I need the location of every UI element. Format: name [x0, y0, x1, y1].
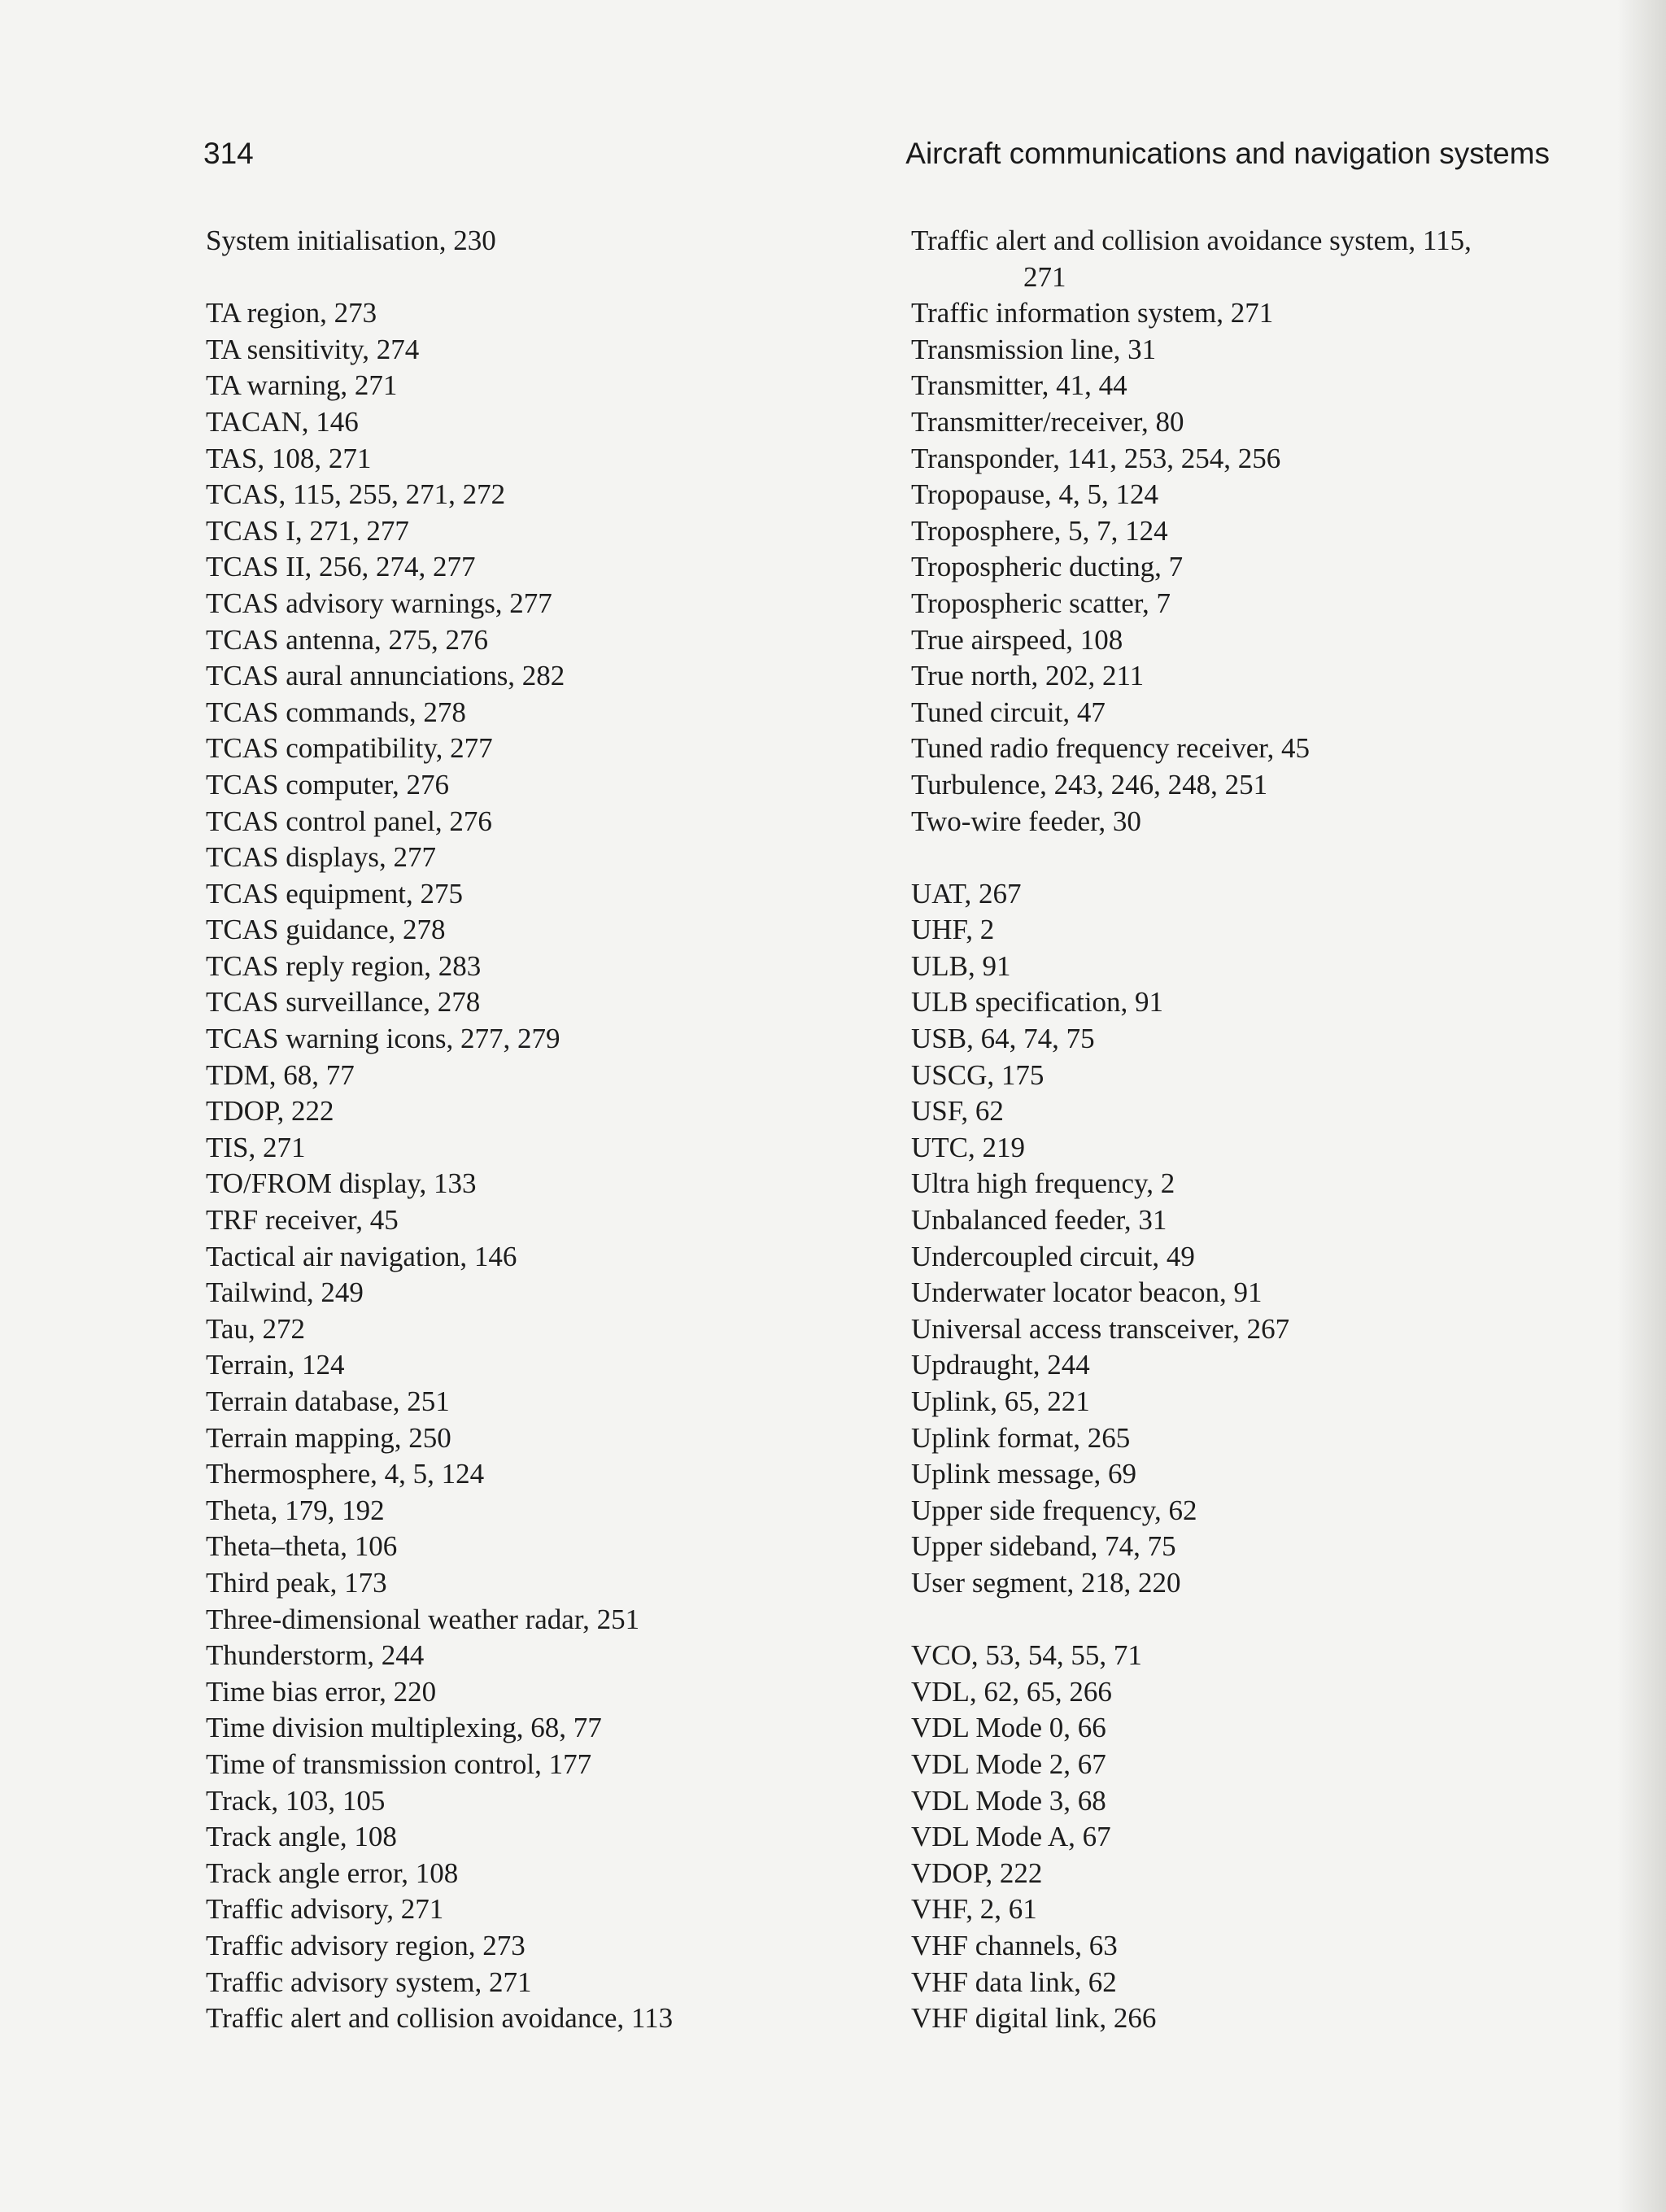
- index-entry: VDL Mode 2, 67: [911, 1747, 1106, 1780]
- index-entry: ULB, 91: [911, 949, 1011, 982]
- index-entry: Two-wire feeder, 30: [911, 805, 1141, 837]
- index-entry: Universal access transceiver, 267: [911, 1312, 1290, 1345]
- letter-group-gap: [911, 1602, 1562, 1638]
- index-entry: Terrain mapping, 250: [206, 1421, 451, 1454]
- index-entry: TCAS, 115, 255, 271, 272: [206, 478, 506, 511]
- index-entry: VDL Mode A, 67: [911, 1821, 1111, 1853]
- page-header: [203, 137, 1550, 177]
- index-entry: USCG, 175: [911, 1058, 1045, 1091]
- index-entry: Uplink, 65, 221: [911, 1385, 1090, 1417]
- index-entry: Tuned radio frequency receiver, 45: [911, 732, 1311, 765]
- index-entry: UHF, 2: [911, 914, 995, 946]
- index-entry: Terrain, 124: [206, 1349, 345, 1381]
- index-entry: Three-dimensional weather radar, 251: [206, 1603, 640, 1635]
- index-entry: VDL, 62, 65, 266: [911, 1675, 1112, 1708]
- index-entry: Track angle error, 108: [206, 1856, 459, 1889]
- index-entry: Traffic alert and collision avoidance system, 115,: [911, 225, 1472, 256]
- index-column-right: [911, 223, 1562, 2037]
- index-entry: TA region, 273: [206, 297, 377, 329]
- index-entry: TCAS I, 271, 277: [206, 514, 409, 547]
- index-entry: Tropopause, 4, 5, 124: [911, 478, 1158, 511]
- index-entry: Transponder, 141, 253, 254, 256: [911, 442, 1281, 474]
- index-entry: Upper side frequency, 62: [911, 1494, 1197, 1526]
- index-entry: VDOP, 222: [911, 1856, 1043, 1889]
- index-entry: Third peak, 173: [206, 1566, 387, 1599]
- index-entry: Time division multiplexing, 68, 77: [206, 1712, 602, 1744]
- index-entry: TCAS control panel, 276: [206, 805, 492, 837]
- index-entry: Traffic information system, 271: [911, 297, 1274, 329]
- letter-group-gap: [911, 840, 1562, 876]
- index-entry: Time bias error, 220: [206, 1675, 437, 1708]
- index-entry: Time of transmission control, 177: [206, 1747, 592, 1780]
- index-entry: TCAS warning icons, 277, 279: [206, 1023, 560, 1055]
- index-entry: Thunderstorm, 244: [206, 1639, 425, 1672]
- index-entry: TO/FROM display, 133: [206, 1167, 477, 1200]
- index-entry: Thermosphere, 4, 5, 124: [206, 1458, 485, 1490]
- index-entry: Troposphere, 5, 7, 124: [911, 514, 1168, 547]
- index-entry: TCAS surveillance, 278: [206, 986, 481, 1019]
- index-entry: True north, 202, 211: [911, 660, 1145, 692]
- index-entry: Tactical air navigation, 146: [206, 1240, 517, 1272]
- index-entry: Transmission line, 31: [911, 333, 1157, 365]
- index-entry: UAT, 267: [911, 877, 1022, 910]
- index-entry: Traffic alert and collision avoidance, 113: [206, 2002, 674, 2035]
- index-entry: TAS, 108, 271: [206, 442, 372, 474]
- page-number: 314: [203, 137, 254, 170]
- index-entry: Turbulence, 243, 246, 248, 251: [911, 768, 1268, 801]
- index-entry: Uplink format, 265: [911, 1421, 1131, 1454]
- index-entry-continuation: 271: [1023, 260, 1066, 293]
- index-entry: TIS, 271: [206, 1131, 306, 1163]
- index-entry: TCAS commands, 278: [206, 696, 466, 728]
- index-entry: Tau, 272: [206, 1312, 305, 1345]
- index-entry: VCO, 53, 54, 55, 71: [911, 1639, 1142, 1672]
- index-entry: TA sensitivity, 274: [206, 333, 420, 365]
- index-entry: TRF receiver, 45: [206, 1204, 399, 1237]
- index-entry: TCAS antenna, 275, 276: [206, 623, 489, 656]
- index-entry: User segment, 218, 220: [911, 1566, 1181, 1599]
- index-entry: Unbalanced feeder, 31: [911, 1204, 1167, 1237]
- index-entry: Traffic advisory, 271: [206, 1893, 444, 1926]
- index-entry: System initialisation, 230: [206, 225, 496, 256]
- letter-group-gap: [206, 260, 889, 296]
- index-entry: True airspeed, 108: [911, 623, 1123, 656]
- index-entry: Traffic advisory region, 273: [206, 1929, 526, 1961]
- index-entry: USF, 62: [911, 1095, 1004, 1128]
- index-entry: Theta–theta, 106: [206, 1530, 398, 1563]
- index-entry: Ultra high frequency, 2: [911, 1167, 1175, 1200]
- index-entry: UTC, 219: [911, 1131, 1025, 1163]
- index-entry: TCAS guidance, 278: [206, 914, 446, 946]
- index-entry: VDL Mode 0, 66: [911, 1712, 1106, 1744]
- index-entry: Tuned circuit, 47: [911, 696, 1106, 728]
- index-entry: Tropospheric scatter, 7: [911, 587, 1171, 619]
- index-entry: Track, 103, 105: [206, 1784, 386, 1817]
- index-entry: VHF data link, 62: [911, 1965, 1117, 1998]
- index-entry: Traffic advisory system, 271: [206, 1965, 532, 1998]
- index-entry: Transmitter, 41, 44: [911, 369, 1127, 402]
- index-entry: TACAN, 146: [206, 405, 359, 438]
- index-entry: TDOP, 222: [206, 1095, 334, 1128]
- index-entry: TCAS equipment, 275: [206, 877, 463, 910]
- index-entry: Undercoupled circuit, 49: [911, 1240, 1195, 1272]
- index-entry: Theta, 179, 192: [206, 1494, 385, 1526]
- index-entry: VHF channels, 63: [911, 1929, 1118, 1961]
- index-entry: ULB specification, 91: [911, 986, 1164, 1019]
- index-entry: Updraught, 244: [911, 1349, 1090, 1381]
- index-entry: Underwater locator beacon, 91: [911, 1276, 1263, 1309]
- index-entry: TCAS II, 256, 274, 277: [206, 551, 476, 583]
- index-entry: Tropospheric ducting, 7: [911, 551, 1184, 583]
- index-entry: TCAS computer, 276: [206, 768, 449, 801]
- index-entry: VHF digital link, 266: [911, 2002, 1157, 2035]
- index-entry: TA warning, 271: [206, 369, 398, 402]
- index-entry: TCAS aural annunciations, 282: [206, 660, 565, 692]
- index-entry: Track angle, 108: [206, 1821, 397, 1853]
- index-entry: TCAS compatibility, 277: [206, 732, 493, 765]
- index-entry: USB, 64, 74, 75: [911, 1023, 1095, 1055]
- index-entry: Transmitter/receiver, 80: [911, 405, 1184, 438]
- index-entry: TCAS advisory warnings, 277: [206, 587, 552, 619]
- index-entry: Tailwind, 249: [206, 1276, 364, 1309]
- running-title: Aircraft communications and navigation systems: [905, 137, 1550, 170]
- index-entry: TCAS reply region, 283: [206, 949, 482, 982]
- index-entry: TCAS displays, 277: [206, 841, 436, 874]
- index-entry: VDL Mode 3, 68: [911, 1784, 1106, 1817]
- index-entry: VHF, 2, 61: [911, 1893, 1037, 1926]
- index-entry: TDM, 68, 77: [206, 1058, 355, 1091]
- index-entry: Uplink message, 69: [911, 1458, 1137, 1490]
- index-entry: Upper sideband, 74, 75: [911, 1530, 1176, 1563]
- index-entry: Terrain database, 251: [206, 1385, 450, 1417]
- page-edge-shadow: [1617, 0, 1666, 2212]
- index-column-left: [206, 223, 889, 2037]
